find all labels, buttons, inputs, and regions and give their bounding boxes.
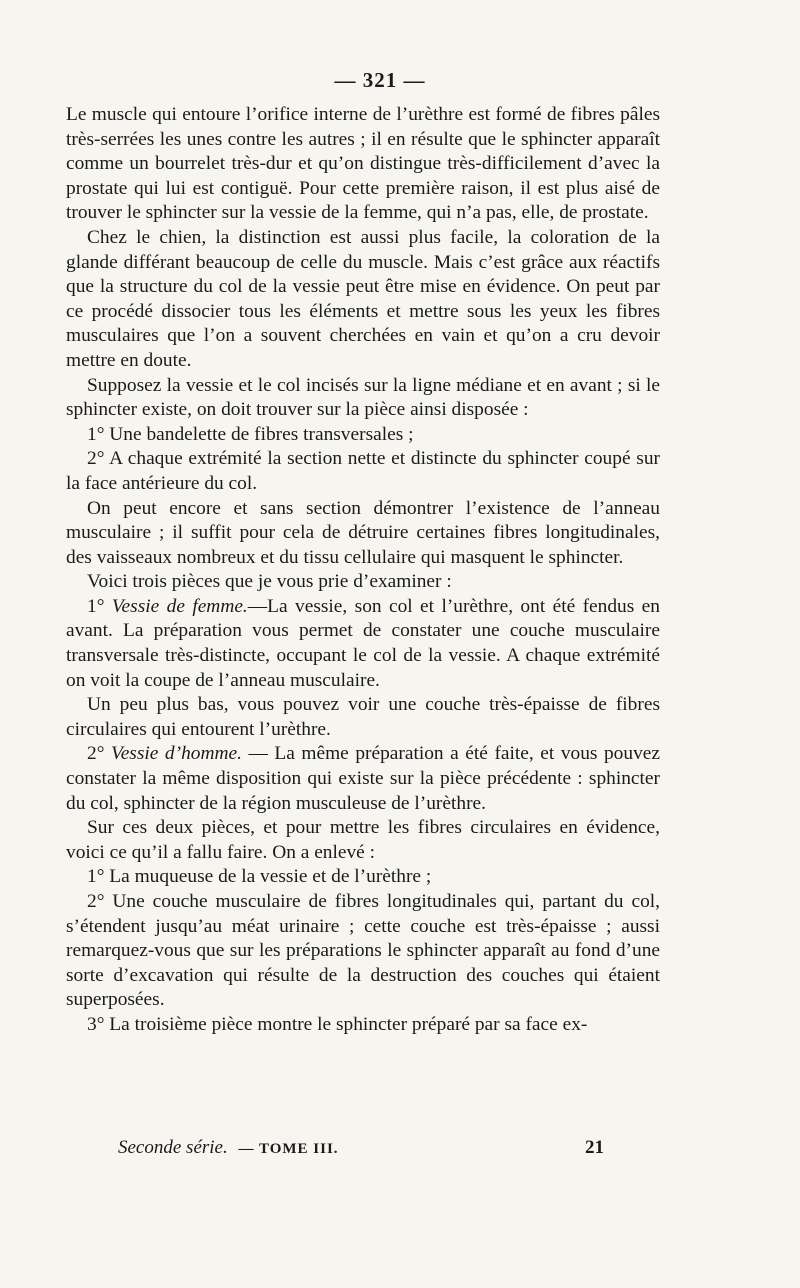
item-number: 1° <box>87 595 112 617</box>
paragraph: On peut encore et sans section démontrer l’existence de l’anneau musculaire ; il suffit pour cela de détruire certaines fibres longitudinales, des vaisseaux nombreux et du tissu cellulaire qui masquent le sphincter. <box>66 497 660 568</box>
page-number: — 321 — <box>334 68 426 92</box>
list-item: 1° La muqueuse de la vessie et de l’urèthre ; <box>87 866 432 888</box>
series-label: Seconde série. <box>118 1137 228 1158</box>
body-text <box>66 103 660 1038</box>
list-item: 2° Une couche musculaire de fibres longitudinales qui, partant du col, s’étendent jusqu’au méat urinaire ; cette couche est très-épaisse ; aussi remarquez-vous que sur les préparations le sphincter apparaît au fond d’une sorte d’excavation qui résulte de la destruction des couches qui étaient superposées. <box>66 891 660 1011</box>
paragraph: Supposez la vessie et le col incisés sur la ligne médiane et en avant ; si le sphincter existe, on doit trouver sur la pièce ainsi disposée : <box>66 374 660 421</box>
list-item: 3° La troisième pièce montre le sphincter préparé par sa face ex- <box>87 1013 588 1035</box>
paragraph: Un peu plus bas, vous pouvez voir une couche très-épaisse de fibres circulaires qui entourent l’urèthre. <box>66 694 660 740</box>
tome-label: — TOME III. <box>238 1141 339 1157</box>
list-item: 1° Une bandelette de fibres transversales ; <box>87 423 414 445</box>
list-item <box>66 595 660 693</box>
paragraph: Le muscle qui entoure l’orifice interne de l’urèthre est formé de fibres pâles très-serrées les unes contre les autres ; il en résulte que le sphincter apparaît comme un bourrelet très-dur et qu’on distingue très-difficilement d’avec la prostate qui lui est contiguë. Pour cette première raison, il est plus aisé de trouver le sphincter sur la vessie de la femme, qui n’a pas, elle, de prostate. <box>66 104 660 224</box>
list-item: 2° A chaque extrémité la section nette et distincte du sphincter coupé sur la face antérieure du col. <box>66 448 660 494</box>
paragraph: Voici trois pièces que je vous prie d’examiner : <box>87 571 452 593</box>
paragraph: Sur ces deux pièces, et pour mettre les fibres circulaires en évidence, voici ce qu’il a fallu faire. On a enlevé : <box>66 817 660 863</box>
item-text: —La vessie, son col et l’urèthre, ont été fendus en avant. La préparation vous permet de constater une couche musculaire transversale très-distincte, occupant le col de la vessie. A chaque extrémité on voit la coupe de l’anneau musculaire. <box>66 595 660 691</box>
item-title: Vessie de femme. <box>111 595 248 617</box>
paragraph: Chez le chien, la distinction est aussi plus facile, la coloration de la glande différant beaucoup de celle du muscle. Mais c’est grâce aux réactifs que la structure du col de la vessie peut être mise en évidence. On peut par ce procédé dissocier tous les éléments et mettre sous les yeux les fibres musculaires que l’on a souvent cherchées en vain et qu’on a cru devoir mettre en doute. <box>66 226 660 371</box>
list-item <box>66 742 660 816</box>
item-number: 2° <box>87 743 111 765</box>
signature-mark: 21 <box>585 1137 604 1158</box>
item-text: — La même préparation a été faite, et vous pouvez constater la même disposition qui existe sur la pièce précédente : sphincter du col, sphincter de la région musculeuse de l’urèthre. <box>66 743 660 814</box>
item-title: Vessie d’homme. <box>111 743 242 765</box>
page-footer <box>118 1137 604 1159</box>
